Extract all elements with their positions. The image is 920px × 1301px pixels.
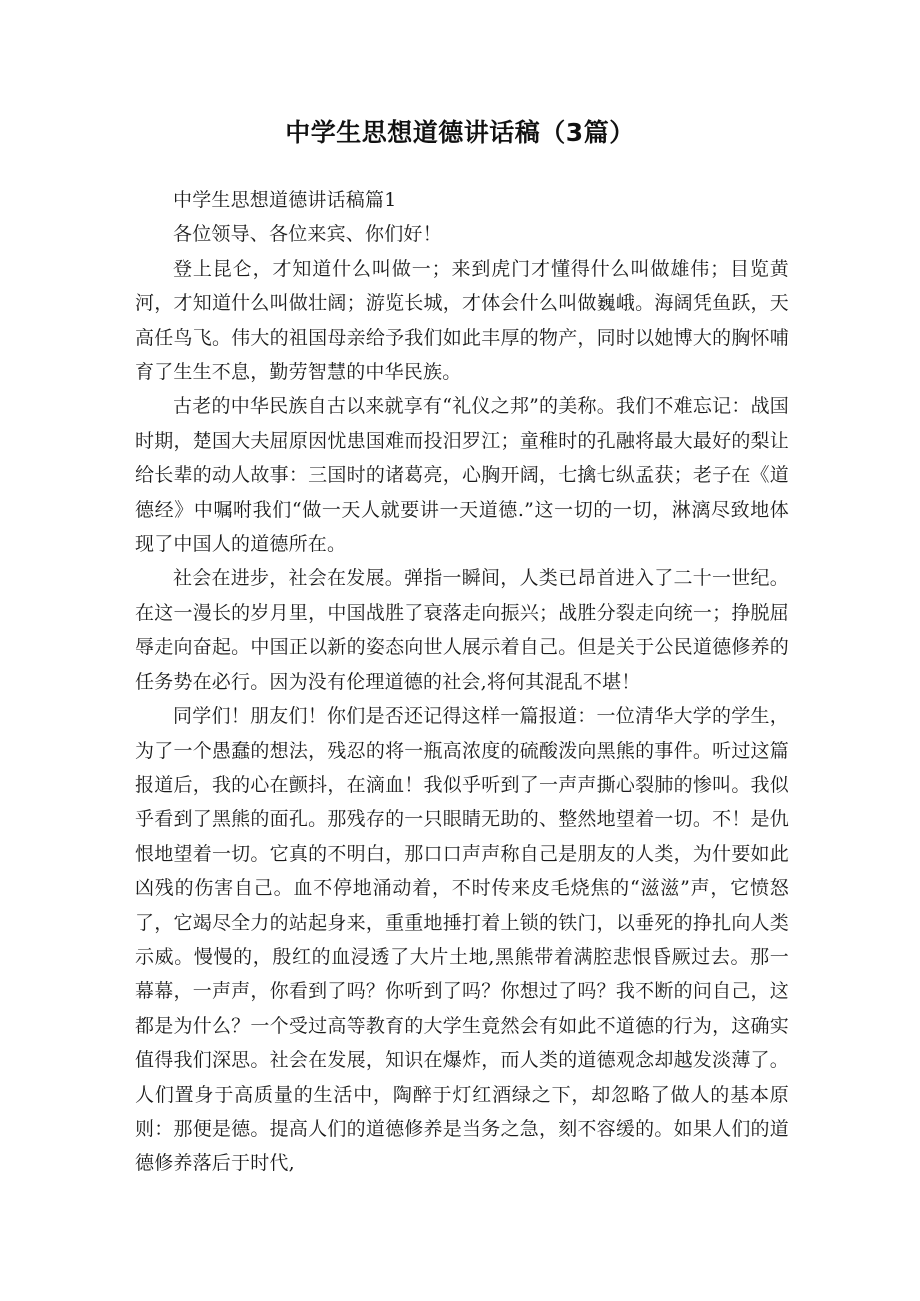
paragraph: 社会在进步，社会在发展。弹指一瞬间，人类已昂首进入了二十一世纪。在这一漫长的岁月里，中国战胜了衰落走向振兴；战胜分裂走向统一；挣脱屈辱走向奋起。中国正以新的姿态向世人展示着自己。但是关于公民道德修养的任务势在必行。因为没有伦理道德的社会,将何其混乱不堪！ — [135, 567, 789, 693]
greeting-line: 各位领导、各位来宾、你们好！ — [173, 223, 442, 246]
document-body — [135, 183, 789, 1181]
document-title: 中学生思想道德讲话稿（3篇） — [285, 118, 635, 147]
paragraph: 登上昆仑，才知道什么叫做一；来到虎门才懂得什么叫做雄伟；目览黄河，才知道什么叫做壮阔；游览长城，才体会什么叫做巍峨。海阔凭鱼跃，天高任鸟飞。伟大的祖国母亲给予我们如此丰厚的物产，同时以她博大的胸怀哺育了生生不息，勤劳智慧的中华民族。 — [135, 257, 789, 384]
paragraph: 同学们！朋友们！你们是否还记得这样一篇报道：一位清华大学的学生，为了一个愚蠢的想法，残忍的将一瓶高浓度的硫酸泼向黑熊的事件。听过这篇报道后，我的心在颤抖，在滴血！我似乎听到了一声声撕心裂肺的惨叫。我似乎看到了黑熊的面孔。那残存的一只眼睛无助的、整然地望着一切。不！是仇恨地望着一切。它真的不明白，那口口声声称自己是朋友的人类，为什要如此凶残的伤害自己。血不停地涌动着，不时传来皮毛烧焦的“滋滋”声，它愤怒了，它竭尽全力的站起身来，重重地捶打着上锁的铁门，以垂死的挣扎向人类示威。慢慢的，殷红的血浸透了大片土地,黑熊带着满腔悲恨昏厥过去。那一幕幕，一声声，你看到了吗？你听到了吗？你想过了吗？我不断的问自己，这都是为什么？一个受过高等教育的大学生竟然会有如此不道德的行为，这确实值得我们深思。社会在发展，知识在爆炸，而人类的道德观念却越发淡薄了。人们置身于高质量的生活中，陶醉于灯红酒绿之下，却忽略了做人的基本原则：那便是德。提高人们的道德修养是当务之急，刻不容缓的。如果人们的道德修养落后于时代, — [135, 705, 789, 1175]
paragraph: 古老的中华民族自古以来就享有“礼仪之邦”的美称。我们不难忘记：战国时期，楚国大夫屈原因忧患国难而投汨罗江；童稚时的孔融将最大最好的梨让给长辈的动人故事：三国时的诸葛亮，心胸开阔，七擒七纵孟获；老子在《道德经》中嘱咐我们“做一天人就要讲一天道德.”这一切的一切，淋漓尽致地体现了中国人的道德所在。 — [135, 395, 789, 556]
section-heading: 中学生思想道德讲话稿篇1 — [173, 189, 397, 211]
